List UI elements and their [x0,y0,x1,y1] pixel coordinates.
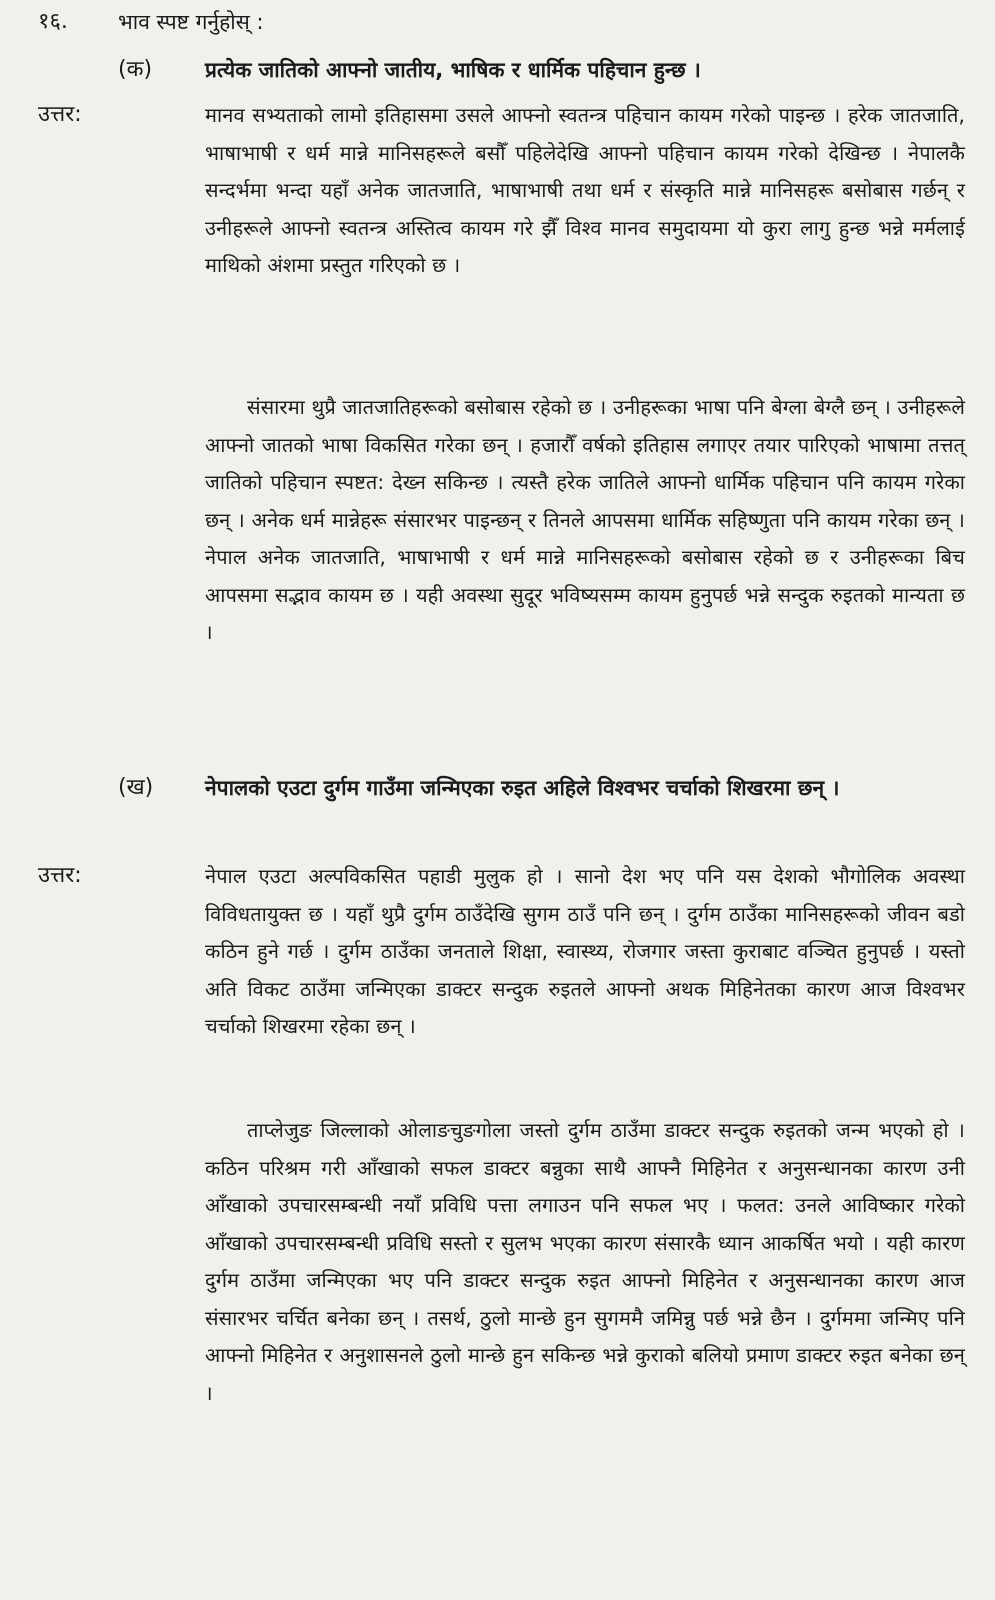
part-ka-marker: (क) [118,57,153,82]
part-kha-answer-paragraph-1: नेपाल एउटा अल्पविकसित पहाडी मुलुक हो । सानो देश भए पनि यस देशको भौगोलिक अवस्था विविधतायुक्त छ । यहाँ थुप्रै दुर्गम ठाउँदेखि सुगम ठाउँ पनि छन् । दुर्गम ठाउँका मानिसहरूको जीवन बडो कठिन हुने गर्छ । दुर्गम ठाउँका जनताले शिक्षा, स्वास्थ्य, रोजगार जस्ता कुराबाट वञ्चित हुनुपर्छ । यस्तो अति विकट ठाउँमा जन्मिएका डाक्टर सन्दुक रुइतले आफ्नो अथक मिहिनेतका कारण आज विश्वभर चर्चाको शिखरमा रहेका छन् । [205,864,965,1038]
section-number: १६. [38,9,68,34]
part-ka-answer-label: उत्तर: [38,102,82,127]
part-ka-answer-paragraph-2: संसारमा थुप्रै जातजातिहरूको बसोबास रहेको छ । उनीहरूका भाषा पनि बेग्ला बेग्लै छन् । उनीहरूले आफ्नो जातको भाषा विकसित गरेका छन् । हजारौँ वर्षको इतिहास लगाएर तयार पारिएको भाषामा तत्तत् जातिको पहिचान स्पष्टत: देख्न सकिन्छ । त्यस्तै हरेक जातिले आफ्नो धार्मिक पहिचान पनि कायम गरेका छन् । अनेक धर्म मान्नेहरू संसारभर पाइन्छन् र तिनले आपसमा धार्मिक सहिष्णुता पनि कायम गरेका छन् । नेपाल अनेक जातजाति, भाषाभाषी र धर्म मान्ने मानिसहरूको बसोबास रहेको छ र उनीहरूका बिच आपसमा सद्भाव कायम छ । यही अवस्था सुदूर भविष्यसम्म कायम हुनुपर्छ भन्ने सन्दुक रुइतको मान्यता छ । [205,395,965,644]
section-heading: भाव स्पष्ट गर्नुहोस् : [118,10,264,34]
part-ka-question: प्रत्येक जातिको आफ्नो जातीय, भाषिक र धार्मिक पहिचान हुन्छ । [205,58,701,82]
part-kha-marker: (ख) [118,775,154,800]
part-kha-answer-paragraph-2: ताप्लेजुङ जिल्लाको ओलाङचुङगोला जस्तो दुर्गम ठाउँमा डाक्टर सन्दुक रुइतको जन्म भएको हो । कठिन परिश्रम गरी आँखाको सफल डाक्टर बन्नुका साथै आफ्नै मिहिनेत र अनुसन्धानका कारण उनी आँखाको उपचारसम्बन्धी नयाँ प्रविधि पत्ता लगाउन पनि सफल भए । फलत: उनले आविष्कार गरेको आँखाको उपचारसम्बन्धी प्रविधि सस्तो र सुलभ भएका कारण संसारकै ध्यान आकर्षित भयो । यही कारण दुर्गम ठाउँमा जन्मिएका भए पनि डाक्टर सन्दुक रुइत आफ्नो मिहिनेत र अनुसन्धानका कारण आज संसारभर चर्चित बनेका छन् । तसर्थ, ठुलो मान्छे हुन सुगममै जमिन्नु पर्छ भन्ने छैन । दुर्गममा जन्मिए पनि आफ्नो मिहिनेत र अनुशासनले ठुलो मान्छे हुन सकिन्छ भन्ने कुराको बलियो प्रमाण डाक्टर रुइत बनेका छन् । [205,1118,965,1405]
part-kha-answer-label: उत्तर: [38,863,82,888]
part-kha-question: नेपालको एउटा दुर्गम गाउँमा जन्मिएका रुइत अहिले विश्वभर चर्चाको शिखरमा छन् । [205,776,840,800]
part-ka-answer-paragraph-1: मानव सभ्यताको लामो इतिहासमा उसले आफ्नो स्वतन्त्र पहिचान कायम गरेको पाइन्छ । हरेक जातजाति, भाषाभाषी र धर्म मान्ने मानिसहरूले बसौँ पहिलेदेखि आफ्नो पहिचान कायम गरेको देखिन्छ । नेपालकै सन्दर्भमा भन्दा यहाँ अनेक जातजाति, भाषाभाषी तथा धर्म र संस्कृति मान्ने मानिसहरू बसोबास गर्छन् र उनीहरूले आफ्नो स्वतन्त्र अस्तित्व कायम गरे झैँ विश्व मानव समुदायमा यो कुरा लागु हुन्छ भन्ने मर्मलाई माथिको अंशमा प्रस्तुत गरिएको छ । [205,103,965,277]
